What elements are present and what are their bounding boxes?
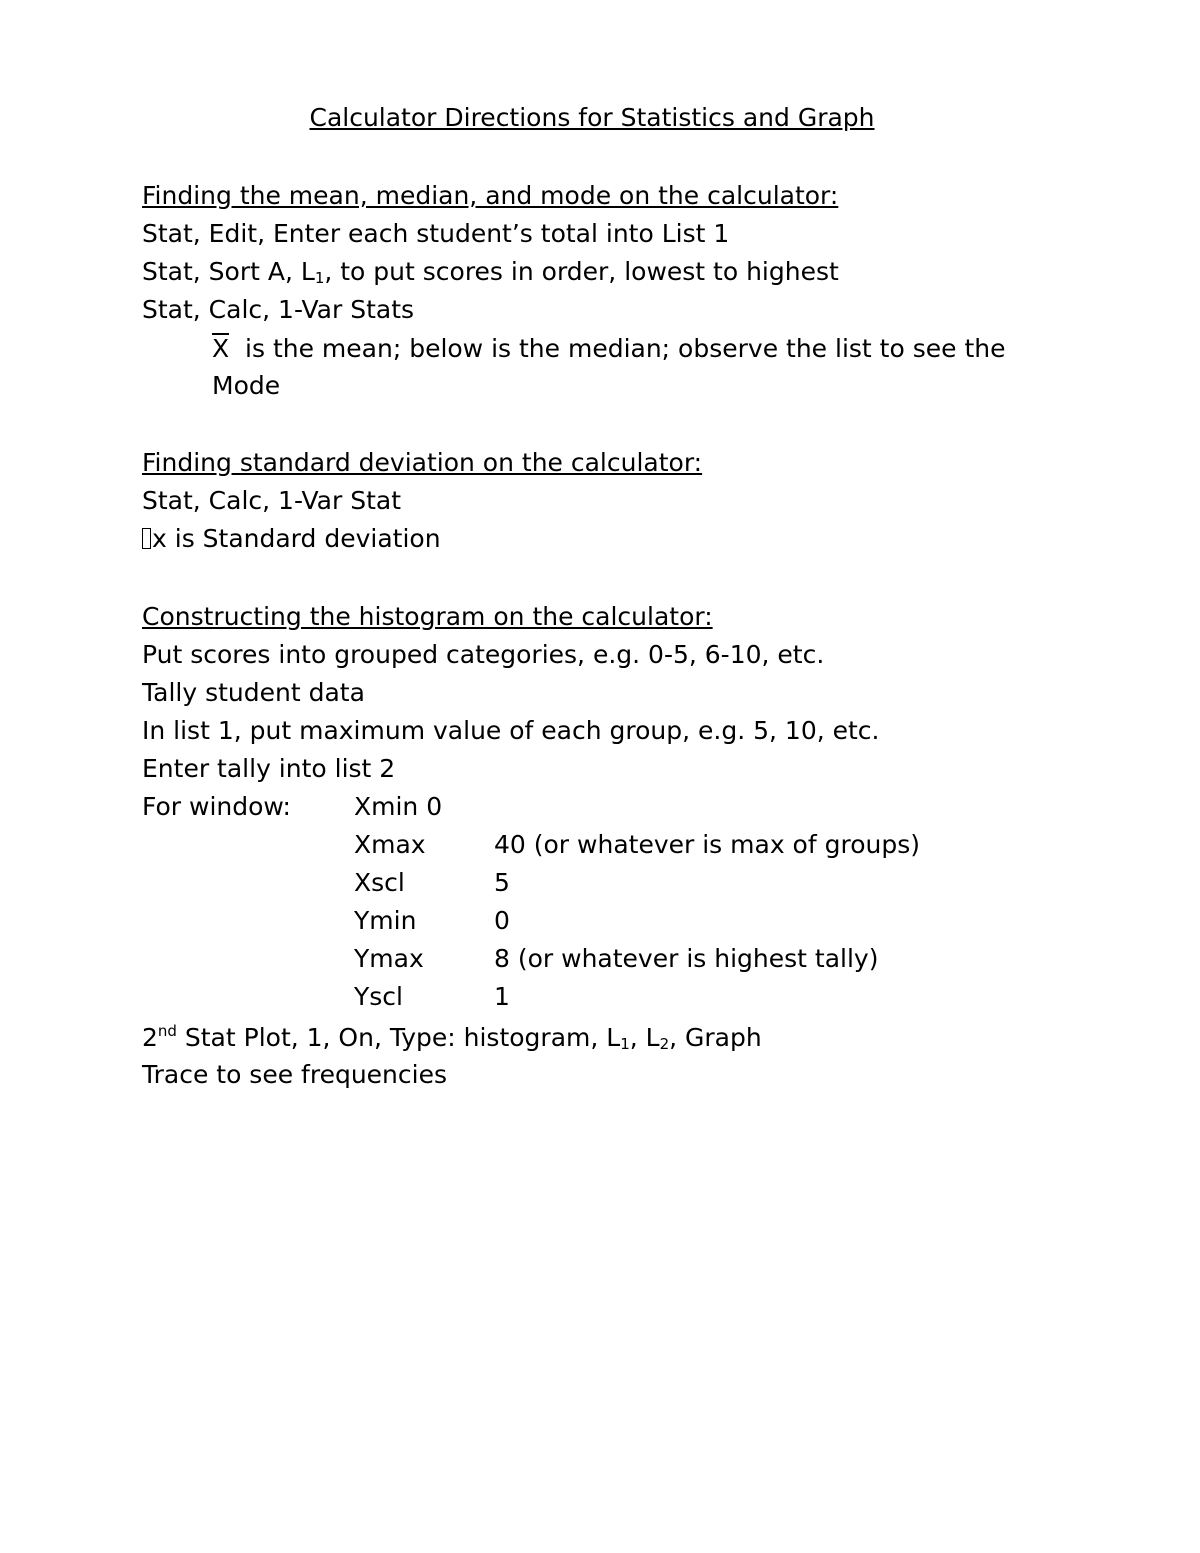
window-setting-value: 0 <box>494 906 510 935</box>
superscript: nd <box>157 1022 177 1040</box>
subscript: 1 <box>314 269 325 287</box>
instruction-line-stat-plot <box>142 1022 762 1053</box>
section-heading-histogram: Constructing the histogram on the calculator: <box>142 602 713 631</box>
instruction-text: , L <box>629 1023 660 1052</box>
window-setting-value: 1 <box>494 982 510 1011</box>
instruction-line: Stat, Calc, 1-Var Stats <box>142 295 415 324</box>
window-label: For window: <box>142 792 291 821</box>
page-title: Calculator Directions for Statistics and Graph <box>309 103 875 132</box>
instruction-line-indented <box>212 333 1005 363</box>
window-setting-key: Ymin <box>354 906 417 935</box>
instruction-text: Stat, Sort A, L <box>142 257 315 286</box>
window-setting-key: Yscl <box>354 982 403 1011</box>
instruction-line: Put scores into grouped categories, e.g. 0-5, 6-10, etc. <box>142 640 825 669</box>
instruction-line: Stat, Edit, Enter each student’s total into List 1 <box>142 219 730 248</box>
instruction-text: 2 <box>142 1023 158 1052</box>
instruction-line <box>142 257 839 287</box>
instruction-line: In list 1, put maximum value of each group, e.g. 5, 10, etc. <box>142 716 880 745</box>
window-setting-key: Xmax <box>354 830 426 859</box>
window-setting-value: 40 (or whatever is max of groups) <box>494 830 920 859</box>
window-setting-xmin: Xmin 0 <box>354 792 443 821</box>
instruction-line: Tally student data <box>142 678 365 707</box>
instruction-line: Trace to see frequencies <box>142 1060 447 1089</box>
instruction-line: Stat, Calc, 1-Var Stat <box>142 486 402 515</box>
window-setting-key: Xscl <box>354 868 405 897</box>
window-setting-value: 5 <box>494 868 510 897</box>
instruction-line <box>142 524 441 553</box>
instruction-line: Enter tally into list 2 <box>142 754 396 783</box>
section-heading-standard-deviation: Finding standard deviation on the calculator: <box>142 448 703 477</box>
x-bar-symbol: X <box>212 334 230 363</box>
section-heading-mean-median-mode: Finding the mean, median, and mode on the calculator: <box>142 181 839 210</box>
window-setting-key: Ymax <box>354 944 424 973</box>
instruction-text: Stat Plot, 1, On, Type: histogram, L <box>176 1023 621 1052</box>
instruction-text: , Graph <box>669 1023 762 1052</box>
window-setting-value: 8 (or whatever is highest tally) <box>494 944 879 973</box>
subscript: 1 <box>620 1035 630 1053</box>
missing-glyph-icon <box>142 528 151 549</box>
instruction-text: is the mean; below is the median; observe the list to see the <box>229 334 1006 363</box>
instruction-text: x is Standard deviation <box>152 524 441 553</box>
subscript: 2 <box>659 1035 670 1053</box>
instruction-line-indented: Mode <box>212 371 281 400</box>
instruction-text: , to put scores in order, lowest to highest <box>324 257 839 286</box>
